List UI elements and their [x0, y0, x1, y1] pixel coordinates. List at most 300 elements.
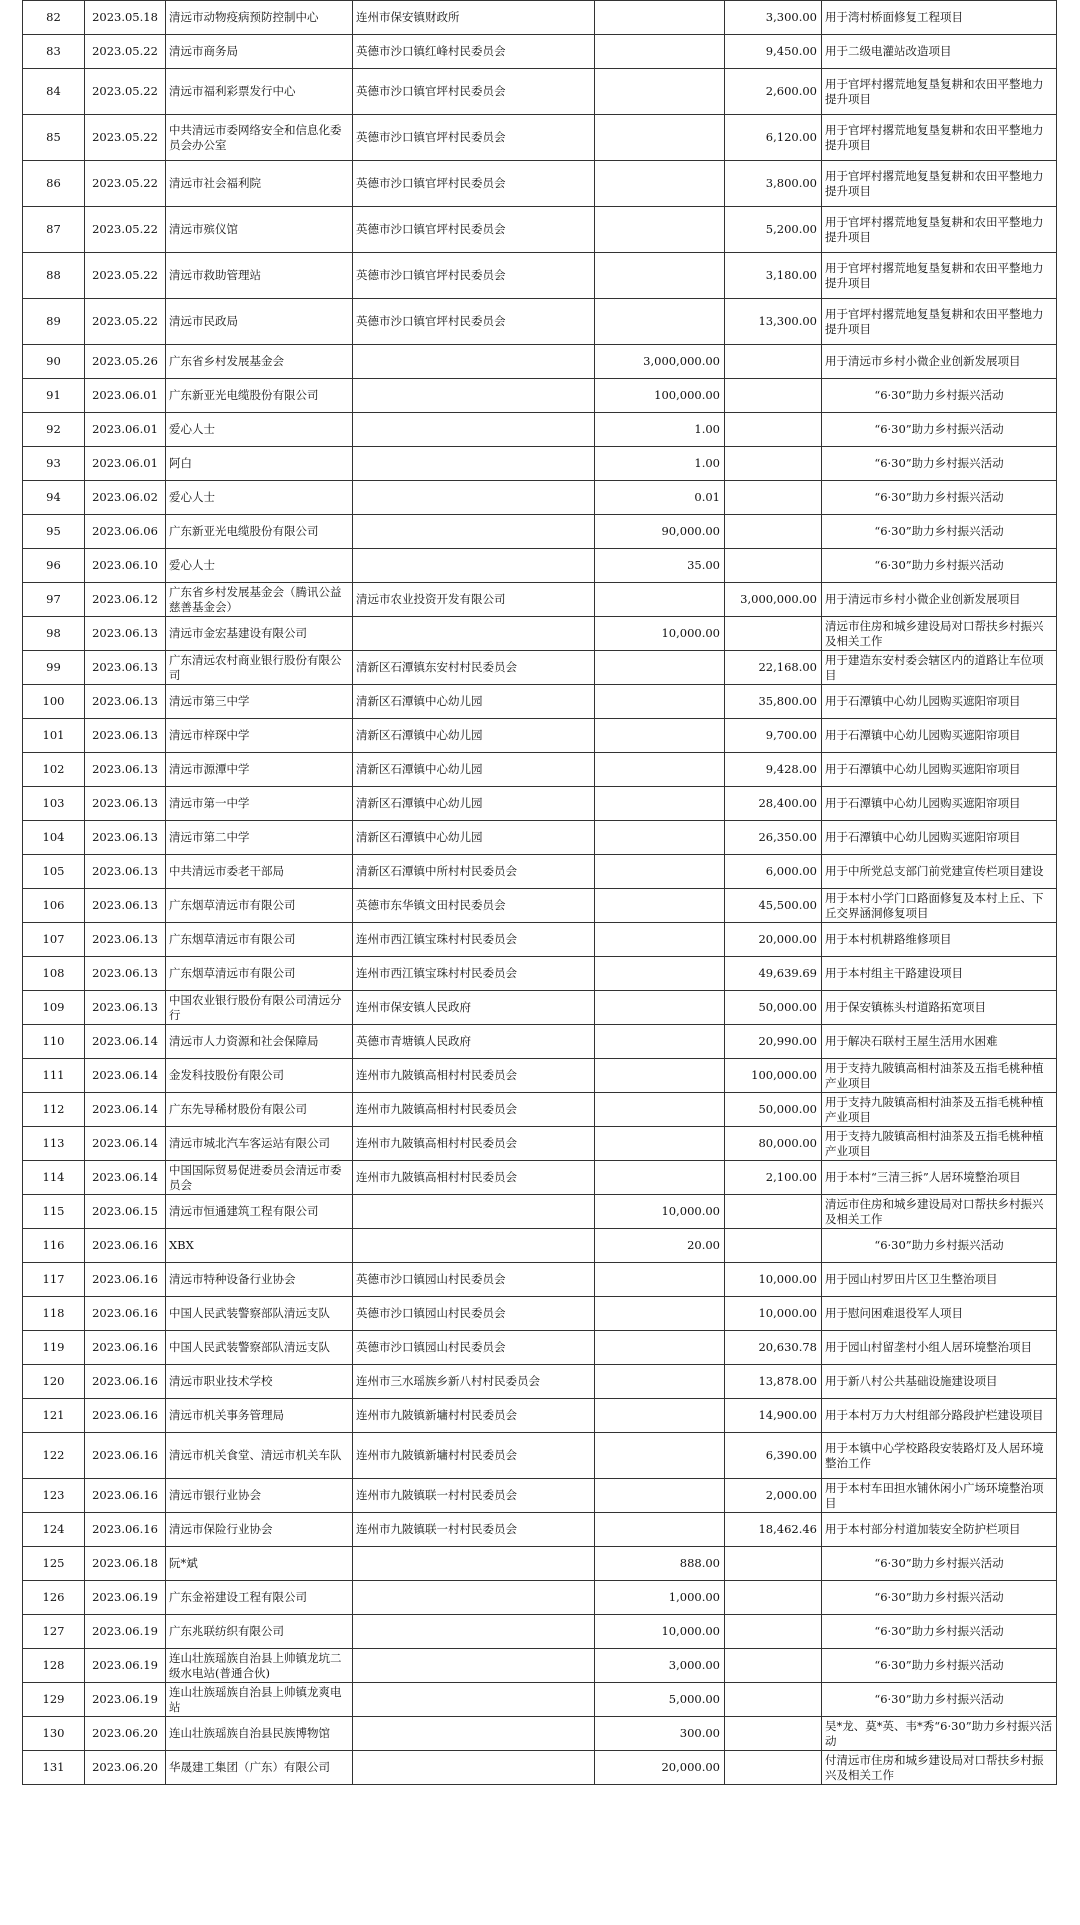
table-row [23, 821, 1057, 855]
row-recipient: 清新区石潭镇中心幼儿园 [353, 719, 595, 753]
row-expense-amount: 26,350.00 [725, 821, 822, 855]
row-date: 2023.05.22 [85, 161, 166, 207]
row-number: 100 [23, 685, 85, 719]
row-income-amount [595, 1399, 725, 1433]
row-donor: 中共清远市委网络安全和信息化委员会办公室 [166, 115, 353, 161]
row-income-amount [595, 1365, 725, 1399]
row-recipient [353, 1751, 595, 1785]
row-expense-amount [725, 447, 822, 481]
row-income-amount: 1.00 [595, 413, 725, 447]
row-purpose: 用于石潭镇中心幼儿园购买遮阳帘项目 [822, 821, 1057, 855]
row-date: 2023.06.14 [85, 1059, 166, 1093]
row-date: 2023.06.02 [85, 481, 166, 515]
row-expense-amount [725, 617, 822, 651]
row-expense-amount: 10,000.00 [725, 1297, 822, 1331]
row-number: 87 [23, 207, 85, 253]
row-number: 84 [23, 69, 85, 115]
row-recipient [353, 515, 595, 549]
row-donor: 清远市梓琛中学 [166, 719, 353, 753]
table-row [23, 1161, 1057, 1195]
row-recipient: 清新区石潭镇中心幼儿园 [353, 821, 595, 855]
row-recipient: 连州市九陂镇联一村村民委员会 [353, 1513, 595, 1547]
row-purpose: “6·30”助力乡村振兴活动 [822, 481, 1057, 515]
row-purpose: 用于官坪村撂荒地复垦复耕和农田平整地力提升项目 [822, 253, 1057, 299]
row-number: 128 [23, 1649, 85, 1683]
row-expense-amount: 49,639.69 [725, 957, 822, 991]
row-income-amount: 35.00 [595, 549, 725, 583]
table-row [23, 1581, 1057, 1615]
row-donor: 阮*斌 [166, 1547, 353, 1581]
table-row [23, 617, 1057, 651]
row-expense-amount [725, 413, 822, 447]
row-number: 131 [23, 1751, 85, 1785]
row-income-amount [595, 1059, 725, 1093]
table-row [23, 719, 1057, 753]
row-date: 2023.05.26 [85, 345, 166, 379]
row-purpose: “6·30”助力乡村振兴活动 [822, 549, 1057, 583]
table-row [23, 69, 1057, 115]
row-number: 113 [23, 1127, 85, 1161]
row-income-amount: 10,000.00 [595, 1615, 725, 1649]
row-recipient: 清新区石潭镇中所村村民委员会 [353, 855, 595, 889]
row-expense-amount: 9,700.00 [725, 719, 822, 753]
row-recipient: 连州市九陂镇高相村村民委员会 [353, 1161, 595, 1195]
row-income-amount: 888.00 [595, 1547, 725, 1581]
row-donor: 爱心人士 [166, 549, 353, 583]
row-donor: 中国人民武装警察部队清远支队 [166, 1297, 353, 1331]
row-expense-amount [725, 1649, 822, 1683]
row-date: 2023.06.14 [85, 1025, 166, 1059]
row-income-amount: 20.00 [595, 1229, 725, 1263]
row-purpose: “6·30”助力乡村振兴活动 [822, 1547, 1057, 1581]
row-number: 96 [23, 549, 85, 583]
row-income-amount [595, 1093, 725, 1127]
row-purpose: “6·30”助力乡村振兴活动 [822, 447, 1057, 481]
row-income-amount [595, 299, 725, 345]
row-income-amount [595, 1331, 725, 1365]
row-expense-amount: 2,100.00 [725, 1161, 822, 1195]
row-date: 2023.06.13 [85, 923, 166, 957]
row-expense-amount: 20,000.00 [725, 923, 822, 957]
row-purpose: 用于本村小学门口路面修复及本村上丘、下丘交界涵洞修复项目 [822, 889, 1057, 923]
row-number: 126 [23, 1581, 85, 1615]
row-purpose: 用于本村部分村道加装安全防护栏项目 [822, 1513, 1057, 1547]
row-number: 82 [23, 1, 85, 35]
row-recipient [353, 1547, 595, 1581]
row-number: 94 [23, 481, 85, 515]
row-date: 2023.06.13 [85, 617, 166, 651]
row-donor: 清远市保险行业协会 [166, 1513, 353, 1547]
row-donor: 金发科技股份有限公司 [166, 1059, 353, 1093]
row-expense-amount: 35,800.00 [725, 685, 822, 719]
table-row [23, 35, 1057, 69]
row-purpose: 用于建造东安村委会辖区内的道路让车位项目 [822, 651, 1057, 685]
row-income-amount [595, 991, 725, 1025]
row-date: 2023.06.18 [85, 1547, 166, 1581]
row-number: 85 [23, 115, 85, 161]
row-purpose: “6·30”助力乡村振兴活动 [822, 1683, 1057, 1717]
row-recipient: 英德市沙口镇红峰村民委员会 [353, 35, 595, 69]
row-recipient: 连州市九陂镇联一村村民委员会 [353, 1479, 595, 1513]
row-purpose: 用于支持九陂镇高相村油茶及五指毛桃种植产业项目 [822, 1127, 1057, 1161]
row-purpose: 用于石潭镇中心幼儿园购买遮阳帘项目 [822, 719, 1057, 753]
table-row [23, 115, 1057, 161]
row-number: 106 [23, 889, 85, 923]
table-row [23, 991, 1057, 1025]
row-expense-amount: 6,390.00 [725, 1433, 822, 1479]
table-row [23, 207, 1057, 253]
row-donor: 清远市第二中学 [166, 821, 353, 855]
row-donor: 清远市第三中学 [166, 685, 353, 719]
row-number: 112 [23, 1093, 85, 1127]
row-income-amount [595, 69, 725, 115]
row-number: 103 [23, 787, 85, 821]
row-donor: 华晟建工集团（广东）有限公司 [166, 1751, 353, 1785]
row-number: 91 [23, 379, 85, 413]
row-number: 98 [23, 617, 85, 651]
row-recipient [353, 413, 595, 447]
row-number: 101 [23, 719, 85, 753]
row-donor: 清远市救助管理站 [166, 253, 353, 299]
table-row [23, 379, 1057, 413]
row-number: 130 [23, 1717, 85, 1751]
row-recipient: 连州市九陂镇新墉村村民委员会 [353, 1433, 595, 1479]
row-expense-amount [725, 1547, 822, 1581]
row-recipient: 清远市农业投资开发有限公司 [353, 583, 595, 617]
row-number: 109 [23, 991, 85, 1025]
row-number: 121 [23, 1399, 85, 1433]
row-recipient: 连州市保安镇财政所 [353, 1, 595, 35]
row-date: 2023.06.13 [85, 685, 166, 719]
row-purpose: 清远市住房和城乡建设局对口帮扶乡村振兴及相关工作 [822, 617, 1057, 651]
row-date: 2023.06.13 [85, 855, 166, 889]
row-donor: 清远市动物疫病预防控制中心 [166, 1, 353, 35]
row-purpose: 用于官坪村撂荒地复垦复耕和农田平整地力提升项目 [822, 115, 1057, 161]
row-donor: 广东省乡村发展基金会 [166, 345, 353, 379]
row-income-amount [595, 253, 725, 299]
row-donor: 中国农业银行股份有限公司清远分行 [166, 991, 353, 1025]
row-date: 2023.06.12 [85, 583, 166, 617]
row-donor: 广东烟草清远市有限公司 [166, 957, 353, 991]
row-expense-amount: 13,300.00 [725, 299, 822, 345]
row-purpose: 用于解决石联村王屋生活用水困难 [822, 1025, 1057, 1059]
row-number: 114 [23, 1161, 85, 1195]
row-recipient: 连州市九陂镇高相村村民委员会 [353, 1093, 595, 1127]
table-row [23, 1433, 1057, 1479]
table-row [23, 1717, 1057, 1751]
row-expense-amount: 6,120.00 [725, 115, 822, 161]
row-date: 2023.06.13 [85, 651, 166, 685]
row-number: 115 [23, 1195, 85, 1229]
row-income-amount [595, 1161, 725, 1195]
row-purpose: 付清远市住房和城乡建设局对口帮扶乡村振兴及相关工作 [822, 1751, 1057, 1785]
row-expense-amount [725, 379, 822, 413]
table-row [23, 923, 1057, 957]
row-recipient: 连州市九陂镇高相村村民委员会 [353, 1059, 595, 1093]
row-recipient [353, 379, 595, 413]
row-purpose: “6·30”助力乡村振兴活动 [822, 1581, 1057, 1615]
row-income-amount [595, 1479, 725, 1513]
row-expense-amount [725, 1581, 822, 1615]
row-number: 90 [23, 345, 85, 379]
table-row [23, 1513, 1057, 1547]
row-recipient [353, 549, 595, 583]
row-donor: 清远市金宏基建设有限公司 [166, 617, 353, 651]
row-expense-amount: 45,500.00 [725, 889, 822, 923]
row-recipient: 连州市西江镇宝珠村村民委员会 [353, 923, 595, 957]
row-date: 2023.06.06 [85, 515, 166, 549]
row-recipient [353, 447, 595, 481]
table-row [23, 1127, 1057, 1161]
row-recipient: 英德市沙口镇官坪村民委员会 [353, 253, 595, 299]
row-expense-amount: 20,630.78 [725, 1331, 822, 1365]
table-row [23, 1025, 1057, 1059]
row-expense-amount [725, 1717, 822, 1751]
row-date: 2023.06.16 [85, 1229, 166, 1263]
row-income-amount [595, 1433, 725, 1479]
table-row [23, 1229, 1057, 1263]
row-recipient: 连州市三水瑶族乡新八村村民委员会 [353, 1365, 595, 1399]
row-purpose: “6·30”助力乡村振兴活动 [822, 515, 1057, 549]
row-income-amount [595, 821, 725, 855]
row-income-amount: 20,000.00 [595, 1751, 725, 1785]
row-number: 86 [23, 161, 85, 207]
table-row [23, 253, 1057, 299]
row-purpose: 清远市住房和城乡建设局对口帮扶乡村振兴及相关工作 [822, 1195, 1057, 1229]
row-donor: 广东清远农村商业银行股份有限公司 [166, 651, 353, 685]
row-donor: 广东兆联纺织有限公司 [166, 1615, 353, 1649]
table-row [23, 447, 1057, 481]
row-date: 2023.05.22 [85, 35, 166, 69]
row-income-amount: 300.00 [595, 1717, 725, 1751]
row-income-amount [595, 957, 725, 991]
row-donor: 清远市机关食堂、清远市机关车队 [166, 1433, 353, 1479]
row-date: 2023.06.14 [85, 1127, 166, 1161]
row-income-amount [595, 115, 725, 161]
row-donor: 清远市职业技术学校 [166, 1365, 353, 1399]
row-expense-amount: 10,000.00 [725, 1263, 822, 1297]
row-donor: 清远市人力资源和社会保障局 [166, 1025, 353, 1059]
row-number: 108 [23, 957, 85, 991]
row-number: 93 [23, 447, 85, 481]
row-recipient: 英德市沙口镇园山村民委员会 [353, 1297, 595, 1331]
row-recipient: 清新区石潭镇东安村村民委员会 [353, 651, 595, 685]
row-income-amount: 10,000.00 [595, 1195, 725, 1229]
row-number: 92 [23, 413, 85, 447]
row-date: 2023.06.19 [85, 1649, 166, 1683]
row-purpose: “6·30”助力乡村振兴活动 [822, 1615, 1057, 1649]
row-date: 2023.06.01 [85, 413, 166, 447]
row-donor: 中共清远市委老干部局 [166, 855, 353, 889]
row-donor: 清远市银行业协会 [166, 1479, 353, 1513]
table-row [23, 1195, 1057, 1229]
row-donor: 连山壮族瑶族自治县上帅镇龙爽电站 [166, 1683, 353, 1717]
row-expense-amount: 50,000.00 [725, 1093, 822, 1127]
row-expense-amount: 3,800.00 [725, 161, 822, 207]
row-date: 2023.06.16 [85, 1365, 166, 1399]
row-income-amount [595, 1025, 725, 1059]
row-purpose: 用于本村车田担水铺休闲小广场环境整治项目 [822, 1479, 1057, 1513]
row-number: 105 [23, 855, 85, 889]
row-recipient: 英德市沙口镇官坪村民委员会 [353, 161, 595, 207]
row-purpose: 用于二级电灌站改造项目 [822, 35, 1057, 69]
row-purpose: 用于官坪村撂荒地复垦复耕和农田平整地力提升项目 [822, 69, 1057, 115]
row-date: 2023.06.15 [85, 1195, 166, 1229]
row-expense-amount [725, 1751, 822, 1785]
row-recipient [353, 617, 595, 651]
row-donor: 清远市殡仪馆 [166, 207, 353, 253]
row-purpose: “6·30”助力乡村振兴活动 [822, 1649, 1057, 1683]
row-recipient: 连州市九陂镇新墉村村民委员会 [353, 1399, 595, 1433]
row-purpose: 吴*龙、莫*英、韦*秀“6·30”助力乡村振兴活动 [822, 1717, 1057, 1751]
row-expense-amount [725, 345, 822, 379]
row-donor: 清远市商务局 [166, 35, 353, 69]
row-donor: 爱心人士 [166, 413, 353, 447]
row-number: 104 [23, 821, 85, 855]
row-purpose: 用于本村组主干路建设项目 [822, 957, 1057, 991]
row-expense-amount: 100,000.00 [725, 1059, 822, 1093]
row-date: 2023.06.14 [85, 1161, 166, 1195]
row-purpose: “6·30”助力乡村振兴活动 [822, 413, 1057, 447]
row-number: 127 [23, 1615, 85, 1649]
row-donor: 清远市城北汽车客运站有限公司 [166, 1127, 353, 1161]
row-income-amount [595, 685, 725, 719]
row-expense-amount [725, 1195, 822, 1229]
row-purpose: 用于慰问困难退役军人项目 [822, 1297, 1057, 1331]
row-expense-amount: 13,878.00 [725, 1365, 822, 1399]
ledger-table [22, 0, 1057, 1785]
table-row [23, 515, 1057, 549]
row-expense-amount: 14,900.00 [725, 1399, 822, 1433]
row-donor: 爱心人士 [166, 481, 353, 515]
row-donor: 广东烟草清远市有限公司 [166, 889, 353, 923]
row-income-amount [595, 889, 725, 923]
row-recipient: 英德市沙口镇园山村民委员会 [353, 1263, 595, 1297]
table-row [23, 1683, 1057, 1717]
row-income-amount: 1,000.00 [595, 1581, 725, 1615]
row-purpose: 用于新八村公共基础设施建设项目 [822, 1365, 1057, 1399]
table-row [23, 1479, 1057, 1513]
row-donor: 广东金裕建设工程有限公司 [166, 1581, 353, 1615]
row-date: 2023.06.13 [85, 957, 166, 991]
table-row [23, 1547, 1057, 1581]
row-date: 2023.05.22 [85, 253, 166, 299]
row-recipient: 英德市沙口镇官坪村民委员会 [353, 207, 595, 253]
row-number: 88 [23, 253, 85, 299]
row-date: 2023.06.13 [85, 821, 166, 855]
row-recipient [353, 345, 595, 379]
row-expense-amount [725, 515, 822, 549]
row-purpose: 用于支持九陂镇高相村油茶及五指毛桃种植产业项目 [822, 1093, 1057, 1127]
row-income-amount: 100,000.00 [595, 379, 725, 413]
row-recipient: 英德市沙口镇官坪村民委员会 [353, 69, 595, 115]
row-expense-amount: 22,168.00 [725, 651, 822, 685]
row-purpose: 用于石潭镇中心幼儿园购买遮阳帘项目 [822, 685, 1057, 719]
donation-ledger [22, 0, 1056, 1785]
row-expense-amount: 80,000.00 [725, 1127, 822, 1161]
table-row [23, 1649, 1057, 1683]
row-income-amount [595, 207, 725, 253]
row-donor: 中国国际贸易促进委员会清远市委员会 [166, 1161, 353, 1195]
row-date: 2023.06.14 [85, 1093, 166, 1127]
row-purpose: 用于石潭镇中心幼儿园购买遮阳帘项目 [822, 787, 1057, 821]
row-purpose: 用于支持九陂镇高相村油茶及五指毛桃种植产业项目 [822, 1059, 1057, 1093]
table-row [23, 299, 1057, 345]
row-date: 2023.06.16 [85, 1433, 166, 1479]
row-date: 2023.06.13 [85, 991, 166, 1025]
row-date: 2023.06.19 [85, 1581, 166, 1615]
row-income-amount: 10,000.00 [595, 617, 725, 651]
table-row [23, 1399, 1057, 1433]
table-row [23, 787, 1057, 821]
row-number: 83 [23, 35, 85, 69]
row-donor: 广东省乡村发展基金会（腾讯公益慈善基金会） [166, 583, 353, 617]
table-row [23, 481, 1057, 515]
table-row [23, 1263, 1057, 1297]
table-row [23, 889, 1057, 923]
row-date: 2023.06.01 [85, 379, 166, 413]
row-date: 2023.06.13 [85, 787, 166, 821]
row-income-amount [595, 1, 725, 35]
row-number: 95 [23, 515, 85, 549]
row-recipient: 英德市沙口镇官坪村民委员会 [353, 299, 595, 345]
row-donor: XBX [166, 1229, 353, 1263]
row-expense-amount: 5,200.00 [725, 207, 822, 253]
row-date: 2023.05.22 [85, 69, 166, 115]
row-expense-amount [725, 1683, 822, 1717]
row-date: 2023.06.01 [85, 447, 166, 481]
row-date: 2023.06.16 [85, 1263, 166, 1297]
row-number: 97 [23, 583, 85, 617]
row-donor: 中国人民武装警察部队清远支队 [166, 1331, 353, 1365]
row-expense-amount: 3,180.00 [725, 253, 822, 299]
row-date: 2023.06.19 [85, 1615, 166, 1649]
row-purpose: 用于中所党总支部门前党建宣传栏项目建设 [822, 855, 1057, 889]
row-donor: 清远市第一中学 [166, 787, 353, 821]
row-purpose: 用于园山村罗田片区卫生整治项目 [822, 1263, 1057, 1297]
row-number: 124 [23, 1513, 85, 1547]
row-recipient: 英德市东华镇文田村民委员会 [353, 889, 595, 923]
row-expense-amount: 18,462.46 [725, 1513, 822, 1547]
row-expense-amount: 28,400.00 [725, 787, 822, 821]
row-number: 89 [23, 299, 85, 345]
row-purpose: 用于清远市乡村小微企业创新发展项目 [822, 583, 1057, 617]
row-donor: 清远市民政局 [166, 299, 353, 345]
row-income-amount [595, 161, 725, 207]
row-income-amount: 90,000.00 [595, 515, 725, 549]
row-income-amount: 5,000.00 [595, 1683, 725, 1717]
row-date: 2023.06.19 [85, 1683, 166, 1717]
row-recipient [353, 1615, 595, 1649]
row-expense-amount: 2,000.00 [725, 1479, 822, 1513]
table-row [23, 957, 1057, 991]
row-number: 110 [23, 1025, 85, 1059]
row-donor: 清远市恒通建筑工程有限公司 [166, 1195, 353, 1229]
row-income-amount [595, 923, 725, 957]
row-date: 2023.06.13 [85, 753, 166, 787]
row-income-amount [595, 1513, 725, 1547]
row-expense-amount: 3,000,000.00 [725, 583, 822, 617]
table-row [23, 1365, 1057, 1399]
row-purpose: 用于园山村留垄村小组人居环境整治项目 [822, 1331, 1057, 1365]
row-purpose: “6·30”助力乡村振兴活动 [822, 379, 1057, 413]
row-income-amount [595, 651, 725, 685]
row-expense-amount [725, 549, 822, 583]
row-donor: 阿白 [166, 447, 353, 481]
row-recipient: 连州市西江镇宝珠村村民委员会 [353, 957, 595, 991]
row-date: 2023.06.16 [85, 1331, 166, 1365]
row-date: 2023.06.16 [85, 1399, 166, 1433]
